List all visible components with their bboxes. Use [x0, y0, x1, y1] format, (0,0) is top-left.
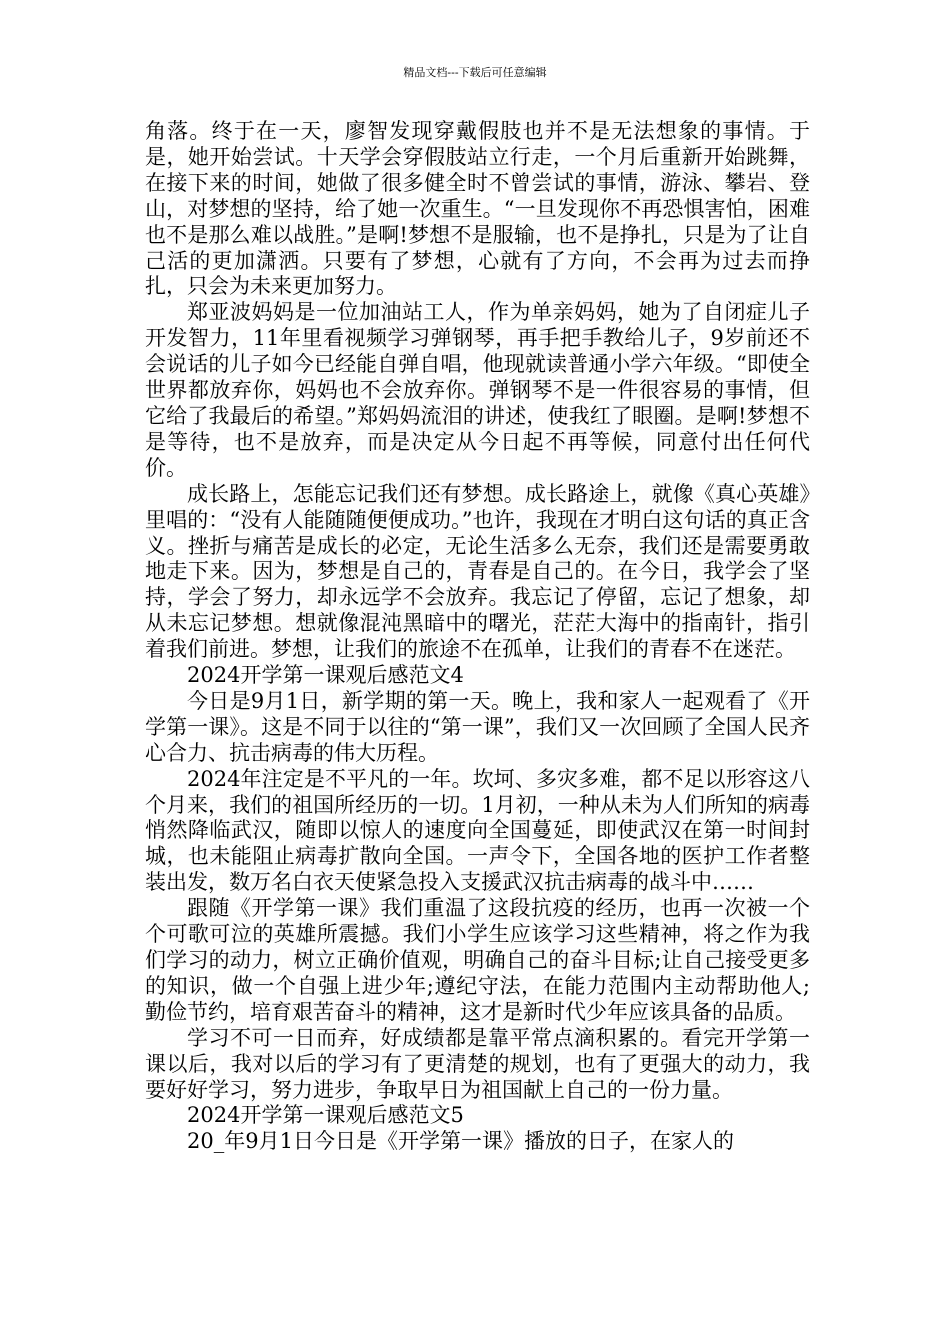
- section-heading-4: 2024开学第一课观后感范文4: [187, 663, 464, 688]
- page-header: 精品文档---下载后可任意编辑: [403, 66, 547, 79]
- paragraph-4: 今日是9月1日，新学期的第一天。晚上，我和家人一起观看了《开学第一课》。这是不同于以往的“第一课”，我们又一次回顾了全国人民齐心合力、抗击病毒的伟大历程。: [145, 688, 810, 765]
- document-body: [145, 119, 810, 1155]
- section-heading-5: 2024开学第一课观后感范文5: [187, 1103, 464, 1128]
- paragraph-5: 2024年注定是不平凡的一年。坎坷、多灾多难，都不足以形容这八个月来，我们的祖国所经历的一切。1月初，一种从未为人们所知的病毒悄然降临武汉，随即以惊人的速度向全国蔓延，即使武汉在第一时间封城，也未能阻止病毒扩散向全国。一声令下，全国各地的医护工作者整装出发，数万名白衣天使紧急投入支援武汉抗击病毒的战斗中……: [145, 766, 810, 895]
- paragraph-8: 20_年9月1日今日是《开学第一课》播放的日子，在家人的: [187, 1129, 734, 1154]
- paragraph-6: 跟随《开学第一课》我们重温了这段抗疫的经历，也再一次被一个个可歌可泣的英雄所震撼。我们小学生应该学习这些精神，将之作为我们学习的动力，树立正确价值观，明确自己的奋斗目标;让自己接受更多的知识，做一个自强上进少年;遵纪守法，在能力范围内主动帮助他人;勤俭节约，培育艰苦奋斗的精神，这才是新时代少年应该具备的品质。: [145, 896, 810, 1024]
- paragraph-7: 学习不可一日而弃，好成绩都是靠平常点滴积累的。看完开学第一课以后，我对以后的学习有了更清楚的规划，也有了更强大的动力，我要好好学习，努力进步，争取早日为祖国献上自己的一份力量。: [145, 1025, 810, 1102]
- paragraph-1: 角落。终于在一天，廖智发现穿戴假肢也并不是无法想象的事情。于是，她开始尝试。十天学会穿假肢站立行走，一个月后重新开始跳舞，在接下来的时间，她做了很多健全时不曾尝试的事情，游泳、攀岩、登山，对梦想的坚持，给了她一次重生。“一旦发现你不再恐惧害怕，困难也不是那么难以战胜。”是啊!梦想不是服输，也不是挣扎，只是为了让自己活的更加潇洒。只要有了梦想，心就有了方向，不会再为过去而挣扎，只会为未来更加努力。: [145, 119, 810, 299]
- paragraph-2: 郑亚波妈妈是一位加油站工人，作为单亲妈妈，她为了自闭症儿子开发智力，11年里看视频学习弹钢琴，再手把手教给儿子，9岁前还不会说话的儿子如今已经能自弹自唱，他现就读普通小学六年级。“即使全世界都放弃你，妈妈也不会放弃你。弹钢琴不是一件很容易的事情，但它给了我最后的希望。”郑妈妈流泪的讲述，使我红了眼圈。是啊!梦想不是等待，也不是放弃，而是决定从今日起不再等候，同意付出任何代价。: [145, 300, 810, 480]
- paragraph-3: 成长路上，怎能忘记我们还有梦想。成长路途上，就像《真心英雄》里唱的：“没有人能随随便便成功。”也许，我现在才明白这句话的真正含义。挫折与痛苦是成长的必定，无论生活多么无奈，我们还是需要勇敢地走下来。因为，梦想是自己的，青春是自己的。在今日，我学会了坚持，学会了努力，却永远学不会放弃。我忘记了停留，忘记了想象，却从未忘记梦想。想就像混沌黑暗中的曙光，茫茫大海中的指南针，指引着我们前进。梦想，让我们的旅途不在孤单，让我们的青春不在迷茫。: [145, 481, 810, 662]
